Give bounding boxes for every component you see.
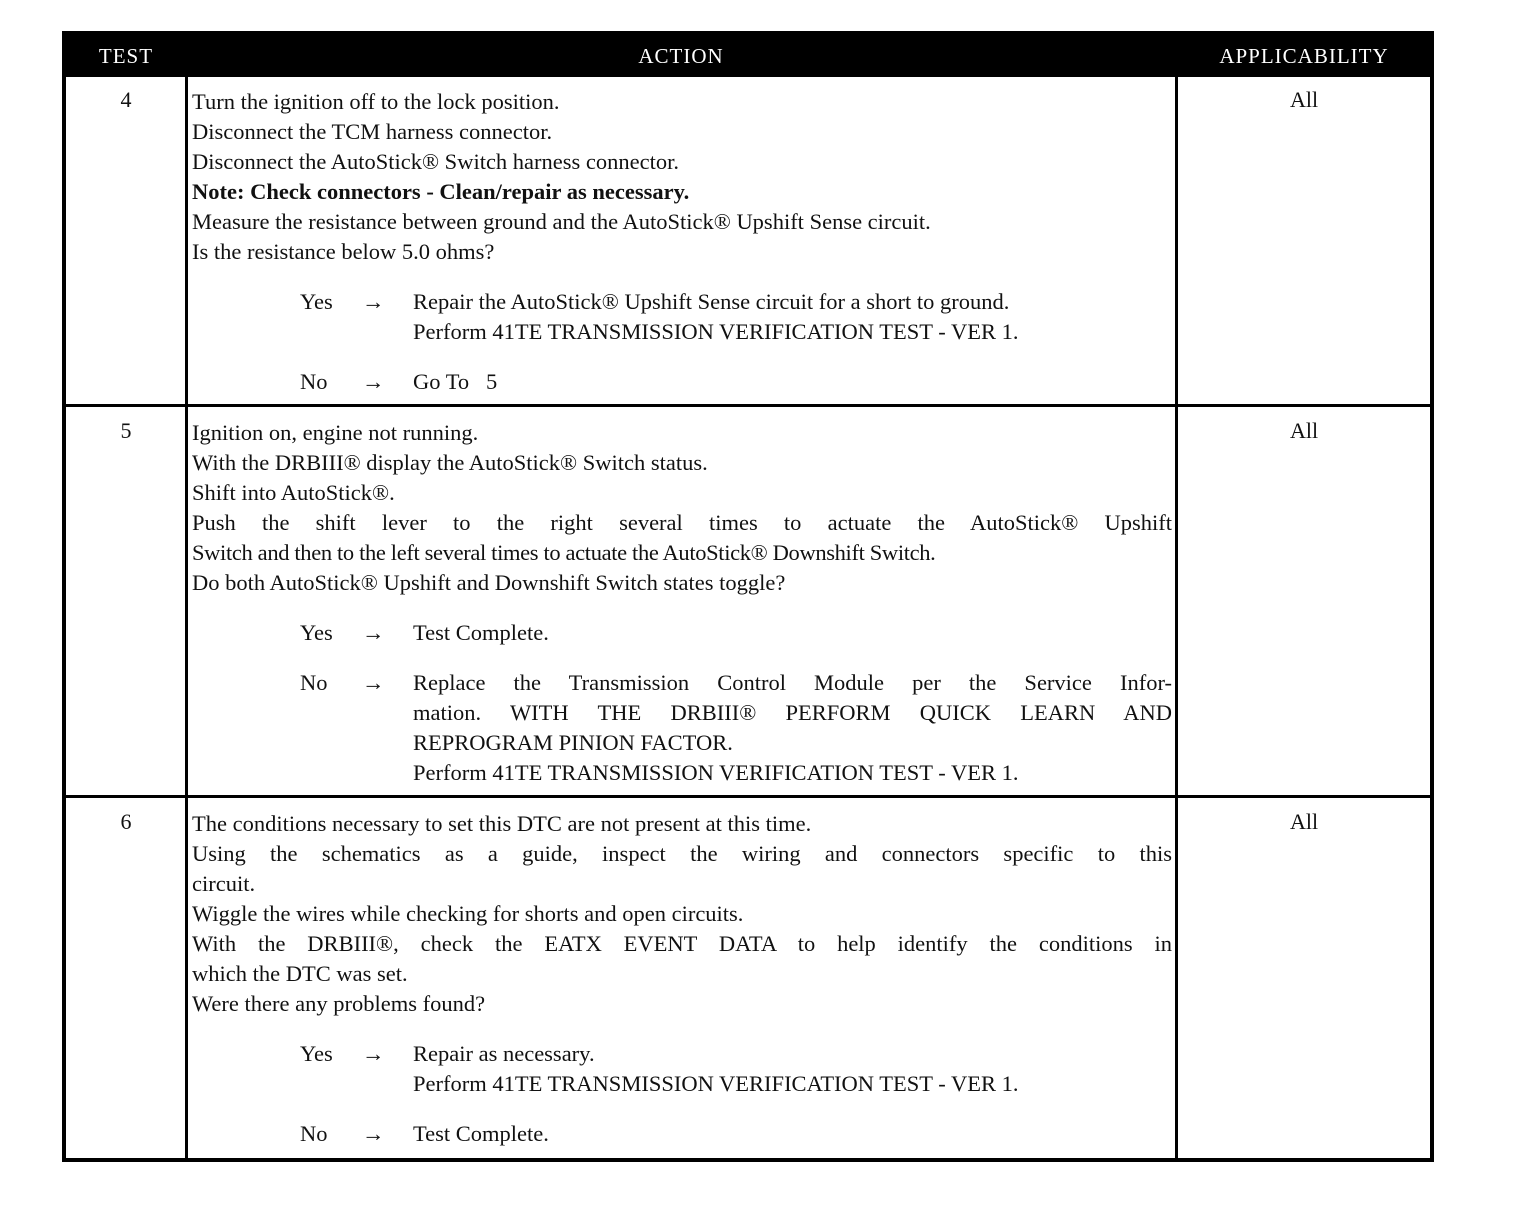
test-number: 5: [120, 418, 132, 443]
result-line: Repair the AutoStick® Upshift Sense circuit for a short to ground.: [413, 289, 1010, 314]
result-line: Test Complete.: [413, 620, 549, 645]
column-divider: [1175, 77, 1178, 1158]
action-line: The conditions necessary to set this DTC are not present at this time.: [192, 811, 812, 836]
arrow-icon: →: [362, 1041, 385, 1066]
applicability-value: All: [1289, 418, 1319, 443]
action-line: Switch and then to the left several times to actuate the AutoStick® Downshift Switch.: [192, 540, 936, 565]
action-line: Shift into AutoStick®.: [192, 480, 395, 505]
branch-result: [413, 1119, 1172, 1149]
row-divider: [66, 795, 1430, 798]
action-question: Were there any problems found?: [192, 991, 486, 1016]
arrow-icon: →: [362, 369, 385, 394]
action-line: Push the shift lever to the right several times to actuate the AutoStick® Upshift: [192, 510, 1172, 535]
branch-label: No: [300, 369, 328, 394]
branch-label: No: [300, 1121, 328, 1146]
branch-yes: [192, 287, 1172, 347]
branch-yes: [192, 618, 1172, 648]
action-note: Note: Check connectors - Clean/repair as necessary.: [192, 179, 690, 204]
branch-result: [413, 618, 1172, 648]
action-cell: [192, 87, 1172, 397]
header-applicability: APPLICABILITY: [1219, 44, 1389, 68]
test-number: 6: [120, 809, 132, 834]
action-line: Wiggle the wires while checking for shorts and open circuits.: [192, 901, 744, 926]
branch-result: [413, 287, 1172, 347]
result-line: Perform 41TE TRANSMISSION VERIFICATION TEST - VER 1.: [413, 760, 1019, 785]
result-line: Test Complete.: [413, 1121, 549, 1146]
result-line: Go To 5: [413, 369, 498, 394]
diagnostic-test-table: [62, 31, 1434, 1162]
result-line: REPROGRAM PINION FACTOR.: [413, 730, 733, 755]
action-line: circuit.: [192, 871, 256, 896]
branch-label: Yes: [300, 289, 333, 314]
arrow-icon: →: [362, 1121, 385, 1146]
applicability-value: All: [1289, 87, 1319, 112]
action-cell: [192, 418, 1172, 788]
branch-label: Yes: [300, 620, 333, 645]
action-line: which the DTC was set.: [192, 961, 408, 986]
arrow-icon: →: [362, 670, 385, 695]
action-line: With the DRBIII®, check the EATX EVENT DATA to help identify the conditions in: [192, 931, 1172, 956]
branch-result: [413, 367, 1172, 397]
result-line: mation. WITH THE DRBIII® PERFORM QUICK LEARN AND: [413, 700, 1172, 725]
action-line: Turn the ignition off to the lock position.: [192, 89, 560, 114]
action-question: Is the resistance below 5.0 ohms?: [192, 239, 495, 264]
branch-result: [413, 1039, 1172, 1099]
action-cell: [192, 809, 1172, 1149]
result-line: Repair as necessary.: [413, 1041, 595, 1066]
action-line: Using the schematics as a guide, inspect the wiring and connectors specific to this: [192, 841, 1172, 866]
arrow-icon: →: [362, 289, 385, 314]
branch-label: No: [300, 670, 328, 695]
result-line: Perform 41TE TRANSMISSION VERIFICATION TEST - VER 1.: [413, 1071, 1019, 1096]
arrow-icon: →: [362, 620, 385, 645]
action-line: Ignition on, engine not running.: [192, 420, 479, 445]
action-question: Do both AutoStick® Upshift and Downshift Switch states toggle?: [192, 570, 786, 595]
result-line: Perform 41TE TRANSMISSION VERIFICATION TEST - VER 1.: [413, 319, 1019, 344]
branch-no: [192, 668, 1172, 788]
branch-no: [192, 367, 1172, 397]
column-divider: [185, 77, 188, 1158]
row-divider: [66, 404, 1430, 407]
header-test: TEST: [98, 44, 154, 68]
action-line: With the DRBIII® display the AutoStick® Switch status.: [192, 450, 708, 475]
table-header: [66, 35, 1430, 77]
header-action: ACTION: [638, 44, 724, 68]
branch-yes: [192, 1039, 1172, 1099]
test-number: 4: [120, 87, 132, 112]
applicability-value: All: [1289, 809, 1319, 834]
result-line: Replace the Transmission Control Module per the Service Infor-: [413, 670, 1172, 695]
action-line: Disconnect the TCM harness connector.: [192, 119, 553, 144]
action-line: Disconnect the AutoStick® Switch harness connector.: [192, 149, 680, 174]
action-line: Measure the resistance between ground and the AutoStick® Upshift Sense circuit.: [192, 209, 931, 234]
branch-no: [192, 1119, 1172, 1149]
branch-label: Yes: [300, 1041, 333, 1066]
branch-result: [413, 668, 1172, 788]
